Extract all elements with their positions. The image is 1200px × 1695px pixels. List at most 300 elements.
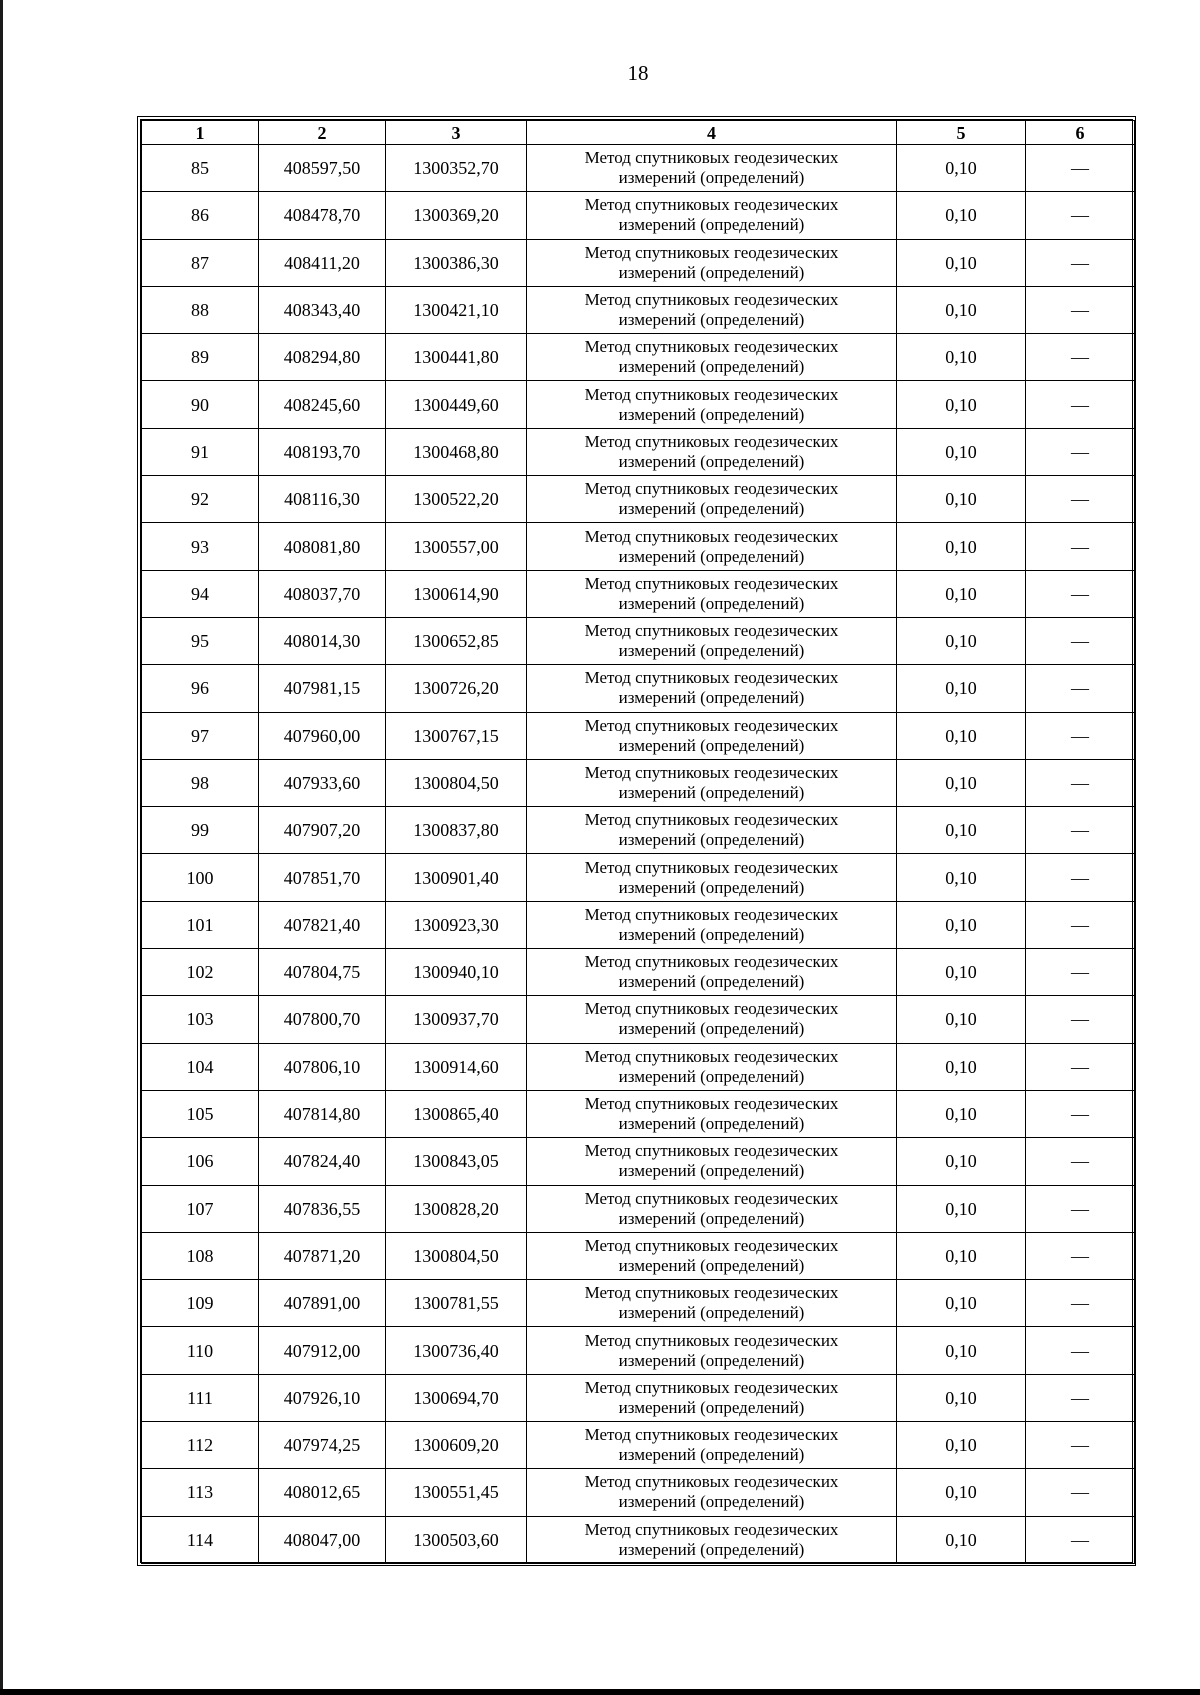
- method-cell: [527, 1138, 897, 1185]
- note-cell: [1026, 1374, 1135, 1421]
- point-number-cell: 98: [142, 759, 259, 806]
- method-cell: [527, 665, 897, 712]
- method-line-1: Метод спутниковых геодезических: [584, 148, 839, 168]
- note-cell: [1026, 665, 1135, 712]
- method-line-2: измерений (определений): [618, 735, 805, 755]
- accuracy-cell: 0,10: [897, 807, 1026, 854]
- x-coordinate-cell: 408193,70: [259, 428, 386, 475]
- dash-mark: —: [1071, 820, 1089, 841]
- method-cell: [527, 759, 897, 806]
- method-line-2: измерений (определений): [618, 877, 805, 897]
- table-row: [142, 570, 1135, 617]
- dash-mark: —: [1071, 347, 1089, 368]
- method-cell: [527, 1232, 897, 1279]
- method-line-2: измерений (определений): [618, 1350, 805, 1370]
- scan-bottom-edge: [0, 1689, 1200, 1695]
- point-number-cell: 97: [142, 712, 259, 759]
- method-line-1: Метод спутниковых геодезических: [584, 1377, 839, 1397]
- accuracy-cell: 0,10: [897, 239, 1026, 286]
- table-row: [142, 476, 1135, 523]
- method-line-1: Метод спутниковых геодезических: [584, 479, 839, 499]
- note-cell: [1026, 1422, 1135, 1469]
- y-coordinate-cell: 1300421,10: [386, 286, 527, 333]
- method-cell: [527, 807, 897, 854]
- x-coordinate-cell: 408116,30: [259, 476, 386, 523]
- table-row: [142, 901, 1135, 948]
- dash-mark: —: [1071, 1009, 1089, 1030]
- method-cell: [527, 712, 897, 759]
- note-cell: [1026, 807, 1135, 854]
- method-line-2: измерений (определений): [618, 1492, 805, 1512]
- x-coordinate-cell: 408294,80: [259, 334, 386, 381]
- note-cell: [1026, 1138, 1135, 1185]
- y-coordinate-cell: 1300522,20: [386, 476, 527, 523]
- dash-mark: —: [1071, 631, 1089, 652]
- table-row: [142, 1232, 1135, 1279]
- dash-mark: —: [1071, 252, 1089, 273]
- method-cell: [527, 1327, 897, 1374]
- accuracy-cell: 0,10: [897, 286, 1026, 333]
- method-line-2: измерений (определений): [618, 1114, 805, 1134]
- y-coordinate-cell: 1300937,70: [386, 996, 527, 1043]
- accuracy-cell: 0,10: [897, 428, 1026, 475]
- table-row: [142, 712, 1135, 759]
- dash-mark: —: [1071, 1104, 1089, 1125]
- accuracy-cell: 0,10: [897, 523, 1026, 570]
- method-line-1: Метод спутниковых геодезических: [584, 810, 839, 830]
- method-line-2: измерений (определений): [618, 546, 805, 566]
- x-coordinate-cell: 407821,40: [259, 901, 386, 948]
- point-number-cell: 113: [142, 1469, 259, 1516]
- x-coordinate-cell: 407851,70: [259, 854, 386, 901]
- y-coordinate-cell: 1300837,80: [386, 807, 527, 854]
- x-coordinate-cell: 407907,20: [259, 807, 386, 854]
- method-line-1: Метод спутниковых геодезических: [584, 1188, 839, 1208]
- note-cell: [1026, 334, 1135, 381]
- y-coordinate-cell: 1300449,60: [386, 381, 527, 428]
- accuracy-cell: 0,10: [897, 1280, 1026, 1327]
- y-coordinate-cell: 1300551,45: [386, 1469, 527, 1516]
- y-coordinate-cell: 1300923,30: [386, 901, 527, 948]
- point-number-cell: 114: [142, 1516, 259, 1563]
- note-cell: [1026, 712, 1135, 759]
- y-coordinate-cell: 1300652,85: [386, 617, 527, 664]
- method-line-1: Метод спутниковых геодезических: [584, 384, 839, 404]
- dash-mark: —: [1071, 441, 1089, 462]
- y-coordinate-cell: 1300726,20: [386, 665, 527, 712]
- accuracy-cell: 0,10: [897, 617, 1026, 664]
- method-line-2: измерений (определений): [618, 830, 805, 850]
- method-line-1: Метод спутниковых геодезических: [584, 526, 839, 546]
- method-line-1: Метод спутниковых геодезических: [584, 952, 839, 972]
- method-cell: [527, 901, 897, 948]
- y-coordinate-cell: 1300614,90: [386, 570, 527, 617]
- point-number-cell: 94: [142, 570, 259, 617]
- x-coordinate-cell: 407824,40: [259, 1138, 386, 1185]
- point-number-cell: 92: [142, 476, 259, 523]
- method-line-1: Метод спутниковых геодезических: [584, 1472, 839, 1492]
- note-cell: [1026, 901, 1135, 948]
- point-number-cell: 106: [142, 1138, 259, 1185]
- point-number-cell: 111: [142, 1374, 259, 1421]
- note-cell: [1026, 476, 1135, 523]
- dash-mark: —: [1071, 205, 1089, 226]
- accuracy-cell: 0,10: [897, 996, 1026, 1043]
- method-line-2: измерений (определений): [618, 451, 805, 471]
- accuracy-cell: 0,10: [897, 570, 1026, 617]
- point-number-cell: 93: [142, 523, 259, 570]
- table-row: [142, 1138, 1135, 1185]
- accuracy-cell: 0,10: [897, 1327, 1026, 1374]
- y-coordinate-cell: 1300865,40: [386, 1090, 527, 1137]
- accuracy-cell: 0,10: [897, 1374, 1026, 1421]
- y-coordinate-cell: 1300369,20: [386, 192, 527, 239]
- y-coordinate-cell: 1300781,55: [386, 1280, 527, 1327]
- table-row: [142, 1422, 1135, 1469]
- x-coordinate-cell: 407912,00: [259, 1327, 386, 1374]
- method-cell: [527, 286, 897, 333]
- method-line-2: измерений (определений): [618, 1445, 805, 1465]
- note-cell: [1026, 192, 1135, 239]
- table-row: [142, 239, 1135, 286]
- method-cell: [527, 428, 897, 475]
- method-cell: [527, 145, 897, 192]
- method-line-1: Метод спутниковых геодезических: [584, 431, 839, 451]
- dash-mark: —: [1071, 1387, 1089, 1408]
- dash-mark: —: [1071, 1293, 1089, 1314]
- y-coordinate-cell: 1300557,00: [386, 523, 527, 570]
- y-coordinate-cell: 1300940,10: [386, 949, 527, 996]
- note-cell: [1026, 1280, 1135, 1327]
- point-number-cell: 110: [142, 1327, 259, 1374]
- point-number-cell: 86: [142, 192, 259, 239]
- dash-mark: —: [1071, 1056, 1089, 1077]
- method-cell: [527, 996, 897, 1043]
- dash-mark: —: [1071, 583, 1089, 604]
- method-cell: [527, 1043, 897, 1090]
- coordinates-table-frame: [137, 116, 1136, 1566]
- note-cell: [1026, 759, 1135, 806]
- dash-mark: —: [1071, 1529, 1089, 1550]
- method-line-1: Метод спутниковых геодезических: [584, 290, 839, 310]
- note-cell: [1026, 617, 1135, 664]
- point-number-cell: 99: [142, 807, 259, 854]
- method-line-2: измерений (определений): [618, 262, 805, 282]
- method-line-1: Метод спутниковых геодезических: [584, 1283, 839, 1303]
- point-number-cell: 101: [142, 901, 259, 948]
- coordinates-table: [141, 120, 1135, 1564]
- dash-mark: —: [1071, 1151, 1089, 1172]
- point-number-cell: 85: [142, 145, 259, 192]
- accuracy-cell: 0,10: [897, 665, 1026, 712]
- method-line-1: Метод спутниковых геодезических: [584, 763, 839, 782]
- method-line-2: измерений (определений): [618, 1161, 805, 1181]
- method-cell: [527, 1516, 897, 1563]
- x-coordinate-cell: 407806,10: [259, 1043, 386, 1090]
- note-cell: [1026, 145, 1135, 192]
- x-coordinate-cell: 407960,00: [259, 712, 386, 759]
- y-coordinate-cell: 1300503,60: [386, 1516, 527, 1563]
- table-row: [142, 1469, 1135, 1516]
- accuracy-cell: 0,10: [897, 1185, 1026, 1232]
- point-number-cell: 95: [142, 617, 259, 664]
- point-number-cell: 89: [142, 334, 259, 381]
- method-line-1: Метод спутниковых геодезических: [584, 1519, 839, 1539]
- point-number-cell: 87: [142, 239, 259, 286]
- note-cell: [1026, 1090, 1135, 1137]
- method-line-2: измерений (определений): [618, 924, 805, 944]
- x-coordinate-cell: 408597,50: [259, 145, 386, 192]
- accuracy-cell: 0,10: [897, 949, 1026, 996]
- dash-mark: —: [1071, 1340, 1089, 1361]
- column-header-2: 2: [259, 121, 386, 145]
- accuracy-cell: 0,10: [897, 1422, 1026, 1469]
- point-number-cell: 100: [142, 854, 259, 901]
- y-coordinate-cell: 1300468,80: [386, 428, 527, 475]
- method-line-2: измерений (определений): [618, 215, 805, 235]
- table-row: [142, 192, 1135, 239]
- method-cell: [527, 1280, 897, 1327]
- method-line-2: измерений (определений): [618, 168, 805, 188]
- method-line-2: измерений (определений): [618, 783, 805, 802]
- method-line-2: измерений (определений): [618, 499, 805, 519]
- table-row: [142, 854, 1135, 901]
- column-header-5: 5: [897, 121, 1026, 145]
- y-coordinate-cell: 1300767,15: [386, 712, 527, 759]
- method-line-1: Метод спутниковых геодезических: [584, 1235, 839, 1255]
- point-number-cell: 91: [142, 428, 259, 475]
- note-cell: [1026, 1043, 1135, 1090]
- x-coordinate-cell: 407800,70: [259, 996, 386, 1043]
- method-line-2: измерений (определений): [618, 1539, 805, 1559]
- point-number-cell: 105: [142, 1090, 259, 1137]
- point-number-cell: 107: [142, 1185, 259, 1232]
- method-cell: [527, 192, 897, 239]
- x-coordinate-cell: 407926,10: [259, 1374, 386, 1421]
- x-coordinate-cell: 408012,65: [259, 1469, 386, 1516]
- method-line-1: Метод спутниковых геодезических: [584, 573, 839, 593]
- table-row: [142, 1516, 1135, 1563]
- y-coordinate-cell: 1300843,05: [386, 1138, 527, 1185]
- note-cell: [1026, 523, 1135, 570]
- note-cell: [1026, 239, 1135, 286]
- y-coordinate-cell: 1300441,80: [386, 334, 527, 381]
- method-cell: [527, 334, 897, 381]
- note-cell: [1026, 996, 1135, 1043]
- method-cell: [527, 1090, 897, 1137]
- method-cell: [527, 1185, 897, 1232]
- method-line-2: измерений (определений): [618, 1208, 805, 1228]
- table-row: [142, 949, 1135, 996]
- column-header-3: 3: [386, 121, 527, 145]
- method-cell: [527, 854, 897, 901]
- dash-mark: —: [1071, 725, 1089, 746]
- method-line-2: измерений (определений): [618, 404, 805, 424]
- x-coordinate-cell: 407836,55: [259, 1185, 386, 1232]
- y-coordinate-cell: 1300804,50: [386, 759, 527, 806]
- dash-mark: —: [1071, 536, 1089, 557]
- x-coordinate-cell: 407933,60: [259, 759, 386, 806]
- method-line-2: измерений (определений): [618, 357, 805, 377]
- note-cell: [1026, 428, 1135, 475]
- y-coordinate-cell: 1300828,20: [386, 1185, 527, 1232]
- point-number-cell: 96: [142, 665, 259, 712]
- dash-mark: —: [1071, 300, 1089, 321]
- accuracy-cell: 0,10: [897, 192, 1026, 239]
- table-row: [142, 665, 1135, 712]
- accuracy-cell: 0,10: [897, 476, 1026, 523]
- dash-mark: —: [1071, 1245, 1089, 1266]
- method-line-2: измерений (определений): [618, 1255, 805, 1275]
- table-row: [142, 759, 1135, 806]
- method-cell: [527, 1374, 897, 1421]
- note-cell: [1026, 1185, 1135, 1232]
- page-number: 18: [627, 61, 649, 85]
- accuracy-cell: 0,10: [897, 1469, 1026, 1516]
- accuracy-cell: 0,10: [897, 712, 1026, 759]
- accuracy-cell: 0,10: [897, 381, 1026, 428]
- method-line-2: измерений (определений): [618, 1397, 805, 1417]
- table-row: [142, 807, 1135, 854]
- y-coordinate-cell: 1300736,40: [386, 1327, 527, 1374]
- method-line-1: Метод спутниковых геодезических: [584, 1425, 839, 1445]
- table-row: [142, 1280, 1135, 1327]
- x-coordinate-cell: 407804,75: [259, 949, 386, 996]
- dash-mark: —: [1071, 1482, 1089, 1503]
- table-row: [142, 1374, 1135, 1421]
- method-cell: [527, 381, 897, 428]
- dash-mark: —: [1071, 394, 1089, 415]
- point-number-cell: 109: [142, 1280, 259, 1327]
- method-line-1: Метод спутниковых геодезических: [584, 904, 839, 924]
- method-cell: [527, 1469, 897, 1516]
- method-line-2: измерений (определений): [618, 1019, 805, 1039]
- method-cell: [527, 949, 897, 996]
- method-line-2: измерений (определений): [618, 310, 805, 330]
- method-line-1: Метод спутниковых геодезических: [584, 999, 839, 1019]
- method-line-1: Метод спутниковых геодезических: [584, 621, 839, 641]
- x-coordinate-cell: 407814,80: [259, 1090, 386, 1137]
- method-cell: [527, 1422, 897, 1469]
- table-row: [142, 1185, 1135, 1232]
- table-row: [142, 145, 1135, 192]
- method-cell: [527, 239, 897, 286]
- method-line-1: Метод спутниковых геодезических: [584, 337, 839, 357]
- x-coordinate-cell: 408478,70: [259, 192, 386, 239]
- table-row: [142, 334, 1135, 381]
- dash-mark: —: [1071, 678, 1089, 699]
- y-coordinate-cell: 1300352,70: [386, 145, 527, 192]
- note-cell: [1026, 1469, 1135, 1516]
- x-coordinate-cell: 408037,70: [259, 570, 386, 617]
- dash-mark: —: [1071, 1435, 1089, 1456]
- method-line-1: Метод спутниковых геодезических: [584, 1094, 839, 1114]
- method-line-2: измерений (определений): [618, 641, 805, 661]
- note-cell: [1026, 381, 1135, 428]
- table-row: [142, 1327, 1135, 1374]
- x-coordinate-cell: 408343,40: [259, 286, 386, 333]
- note-cell: [1026, 570, 1135, 617]
- point-number-cell: 104: [142, 1043, 259, 1090]
- note-cell: [1026, 949, 1135, 996]
- table-row: [142, 1043, 1135, 1090]
- column-header-6: 6: [1026, 121, 1135, 145]
- table-body: [142, 145, 1135, 1564]
- x-coordinate-cell: 407974,25: [259, 1422, 386, 1469]
- method-line-2: измерений (определений): [618, 1303, 805, 1323]
- dash-mark: —: [1071, 489, 1089, 510]
- x-coordinate-cell: 407891,00: [259, 1280, 386, 1327]
- accuracy-cell: 0,10: [897, 1516, 1026, 1563]
- table-row: [142, 617, 1135, 664]
- dash-mark: —: [1071, 1198, 1089, 1219]
- accuracy-cell: 0,10: [897, 145, 1026, 192]
- note-cell: [1026, 286, 1135, 333]
- point-number-cell: 88: [142, 286, 259, 333]
- note-cell: [1026, 1516, 1135, 1563]
- method-line-1: Метод спутниковых геодезических: [584, 1046, 839, 1066]
- y-coordinate-cell: 1300609,20: [386, 1422, 527, 1469]
- method-line-1: Метод спутниковых геодезических: [584, 1141, 839, 1161]
- method-line-1: Метод спутниковых геодезических: [584, 668, 839, 688]
- note-cell: [1026, 1327, 1135, 1374]
- y-coordinate-cell: 1300901,40: [386, 854, 527, 901]
- x-coordinate-cell: 408411,20: [259, 239, 386, 286]
- accuracy-cell: 0,10: [897, 759, 1026, 806]
- accuracy-cell: 0,10: [897, 854, 1026, 901]
- point-number-cell: 112: [142, 1422, 259, 1469]
- y-coordinate-cell: 1300694,70: [386, 1374, 527, 1421]
- note-cell: [1026, 854, 1135, 901]
- method-line-1: Метод спутниковых геодезических: [584, 195, 839, 215]
- dash-mark: —: [1071, 914, 1089, 935]
- point-number-cell: 108: [142, 1232, 259, 1279]
- table-row: [142, 996, 1135, 1043]
- dash-mark: —: [1071, 773, 1089, 793]
- method-line-2: измерений (определений): [618, 1066, 805, 1086]
- note-cell: [1026, 1232, 1135, 1279]
- method-cell: [527, 523, 897, 570]
- x-coordinate-cell: 408081,80: [259, 523, 386, 570]
- x-coordinate-cell: 408245,60: [259, 381, 386, 428]
- accuracy-cell: 0,10: [897, 334, 1026, 381]
- method-line-1: Метод спутниковых геодезических: [584, 242, 839, 262]
- table-row: [142, 523, 1135, 570]
- method-line-2: измерений (определений): [618, 972, 805, 992]
- method-cell: [527, 570, 897, 617]
- accuracy-cell: 0,10: [897, 1232, 1026, 1279]
- method-cell: [527, 476, 897, 523]
- y-coordinate-cell: 1300386,30: [386, 239, 527, 286]
- accuracy-cell: 0,10: [897, 1043, 1026, 1090]
- method-line-2: измерений (определений): [618, 688, 805, 708]
- point-number-cell: 90: [142, 381, 259, 428]
- dash-mark: —: [1071, 867, 1089, 888]
- table-row: [142, 381, 1135, 428]
- column-header-1: 1: [142, 121, 259, 145]
- method-cell: [527, 617, 897, 664]
- accuracy-cell: 0,10: [897, 901, 1026, 948]
- y-coordinate-cell: 1300914,60: [386, 1043, 527, 1090]
- accuracy-cell: 0,10: [897, 1138, 1026, 1185]
- column-header-4: 4: [527, 121, 897, 145]
- y-coordinate-cell: 1300804,50: [386, 1232, 527, 1279]
- dash-mark: —: [1071, 158, 1089, 179]
- x-coordinate-cell: 407871,20: [259, 1232, 386, 1279]
- x-coordinate-cell: 407981,15: [259, 665, 386, 712]
- point-number-cell: 103: [142, 996, 259, 1043]
- table-row: [142, 428, 1135, 475]
